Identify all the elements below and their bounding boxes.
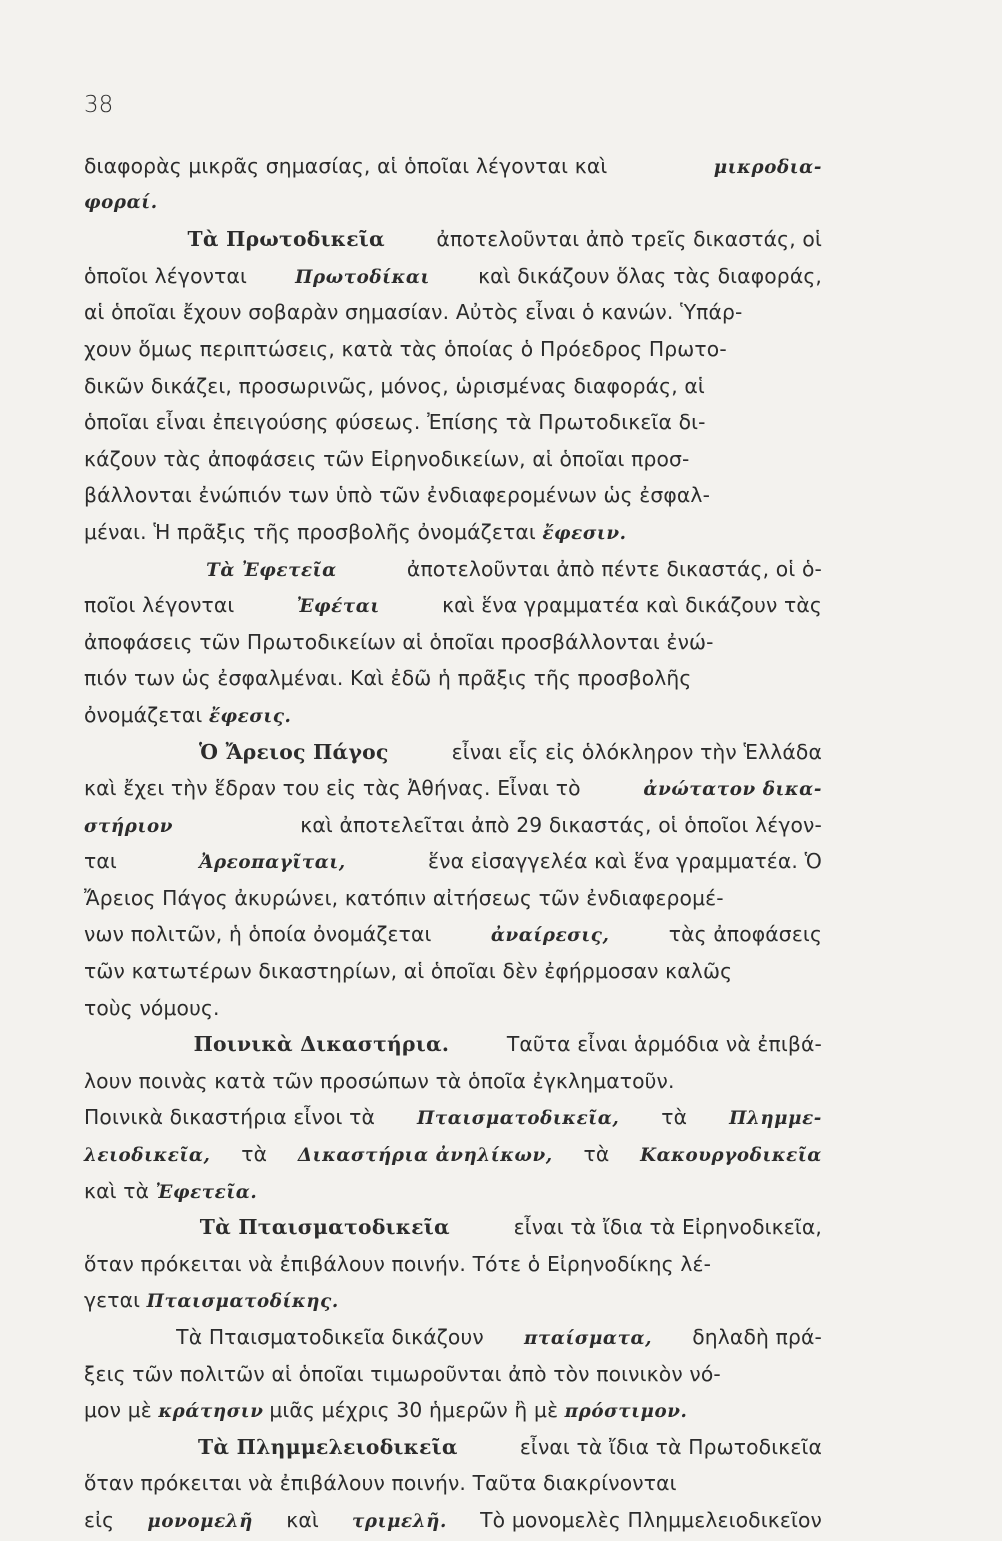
text-segment: νων πολιτῶν, ἡ ὁποία ὀνομάζεται bbox=[84, 922, 432, 947]
text-segment: Τὸ μονομελὲς Πλημμελειοδικεῖον bbox=[480, 1507, 822, 1532]
text-segment: αἱ ὁποῖαι ἔχουν σοβαρὰν σημασίαν. Αὐτὸς εἶναι ὁ κανών. Ὑπάρ- bbox=[84, 300, 743, 325]
text-segment: τὰ bbox=[241, 1142, 268, 1167]
italic-term: Ἀρεοπαγῖται, bbox=[199, 852, 346, 874]
italic-term: ἀνώτατον δικα- bbox=[643, 779, 822, 801]
page-number: 38 bbox=[84, 92, 114, 118]
text-line bbox=[84, 1209, 822, 1246]
text-line bbox=[84, 368, 822, 405]
text-segment: ται bbox=[84, 849, 117, 874]
text-line bbox=[84, 1465, 822, 1502]
text-segment: ποῖοι λέγονται bbox=[84, 593, 235, 618]
italic-term: πρόστιμον. bbox=[564, 1401, 688, 1423]
text-segment: εἶναι τὰ ἴδια τὰ Εἰρηνοδικεῖα, bbox=[513, 1215, 822, 1240]
text-line bbox=[84, 1173, 822, 1210]
italic-term: ἀναίρεσις, bbox=[490, 925, 610, 947]
text-line bbox=[84, 697, 822, 734]
text-line bbox=[84, 148, 822, 185]
text-segment: ἀποφάσεις τῶν Πρωτοδικείων αἱ ὁποῖαι προσβάλλονται ἐνώ- bbox=[84, 629, 714, 654]
text-line bbox=[84, 916, 822, 953]
text-segment: τὰς ἀποφάσεις bbox=[668, 922, 822, 947]
text-segment: ἕνα εἰσαγγελέα καὶ ἕνα γραμματέα. Ὁ bbox=[428, 849, 822, 874]
italic-term: κράτησιν bbox=[158, 1401, 264, 1423]
text-segment: καὶ ἔχει τὴν ἕδραν του εἰς τὰς Ἀθήνας. Εἶναι τὸ bbox=[84, 776, 581, 801]
text-line bbox=[84, 807, 822, 844]
text-line bbox=[84, 734, 822, 771]
text-segment: τοὺς νόμους. bbox=[84, 995, 220, 1020]
italic-term: Κακουργοδικεῖα bbox=[640, 1145, 822, 1167]
text-segment: τῶν κατωτέρων δικαστηρίων, αἱ ὁποῖαι δὲν ἐφήρμοσαν καλῶς bbox=[84, 959, 733, 984]
italic-term: πταίσματα, bbox=[524, 1328, 653, 1349]
text-line bbox=[84, 1392, 822, 1429]
text-segment: ὀνομάζεται bbox=[84, 702, 203, 727]
text-line bbox=[84, 1356, 822, 1393]
text-line bbox=[84, 551, 822, 588]
text-segment: ὅταν πρόκειται νὰ ἐπιβάλουν ποινήν. Ταῦτα διακρίνονται bbox=[84, 1471, 677, 1496]
text-segment: τὰ bbox=[583, 1142, 610, 1167]
bold-heading-term: Τὰ Πταισματοδικεῖα bbox=[199, 1215, 450, 1240]
text-segment: Τὰ Πταισματοδικεῖα δικάζουν bbox=[176, 1325, 484, 1349]
text-segment: μον μὲ bbox=[84, 1398, 152, 1423]
text-line bbox=[84, 660, 822, 697]
text-line bbox=[84, 1136, 822, 1173]
italic-term: Πταισματοδικεῖα, bbox=[417, 1108, 620, 1130]
text-segment: βάλλονται ἐνώπιόν των ὑπὸ τῶν ἐνδιαφερομένων ὡς ἐσφαλ- bbox=[84, 483, 711, 508]
text-segment: γεται bbox=[84, 1288, 141, 1313]
text-segment: διαφορὰς μικρᾶς σημασίας, αἱ ὁποῖαι λέγονται καὶ bbox=[84, 154, 608, 178]
text-line bbox=[84, 441, 822, 478]
text-segment: καὶ ἕνα γραμματέα καὶ δικάζουν τὰς bbox=[442, 593, 822, 618]
bold-heading-term: Ὁ Ἄρειος Πάγος bbox=[198, 739, 389, 764]
text-line bbox=[84, 221, 822, 258]
text-line bbox=[84, 1099, 822, 1136]
text-segment: Ἄρειος Πάγος ἀκυρώνει, κατόπιν αἰτήσεως τῶν ἐνδιαφερομέ- bbox=[84, 885, 724, 910]
text-segment: μιᾶς μέχρις 30 ἡμερῶν ἢ μὲ bbox=[269, 1398, 559, 1423]
text-segment: καὶ τὰ bbox=[84, 1178, 150, 1203]
text-segment: δηλαδὴ πρά- bbox=[692, 1325, 822, 1349]
text-segment: τὰ bbox=[661, 1105, 688, 1130]
text-line bbox=[84, 514, 822, 551]
text-segment: Ποινικὰ δικαστήρια εἶνοι τὰ bbox=[84, 1105, 376, 1130]
text-line bbox=[84, 1319, 822, 1356]
italic-term: Πρωτοδίκαι bbox=[295, 266, 430, 288]
italic-term: Ἐφέται bbox=[296, 596, 380, 618]
italic-term: ἔφεσιν. bbox=[542, 522, 627, 544]
text-segment: εἶναι εἷς εἰς ὁλόκληρον τὴν Ἑλλάδα bbox=[451, 739, 822, 764]
text-line bbox=[84, 294, 822, 331]
text-segment: χουν ὅμως περιπτώσεις, κατὰ τὰς ὁποίας ὁ Πρόεδρος Πρωτο- bbox=[84, 336, 727, 361]
text-segment: καὶ bbox=[286, 1507, 319, 1532]
text-line bbox=[84, 990, 822, 1027]
text-line bbox=[84, 624, 822, 661]
italic-term: λειοδικεῖα, bbox=[84, 1145, 211, 1167]
text-segment: ὅταν πρόκειται νὰ ἐπιβάλουν ποινήν. Τότε ὁ Εἰρηνοδίκης λέ- bbox=[84, 1251, 712, 1276]
text-segment: πιόν των ὡς ἐσφαλμέναι. Καὶ ἐδῶ ἡ πρᾶξις τῆς προσβολῆς bbox=[84, 666, 692, 691]
bold-heading-term: Τὰ Πλημμελειοδικεῖα bbox=[198, 1434, 458, 1459]
italic-term: μονομελῆ bbox=[147, 1510, 254, 1532]
text-line bbox=[84, 1063, 822, 1100]
italic-term: Δικαστήρια ἀνηλίκων, bbox=[297, 1145, 553, 1167]
text-segment: ἀποτελοῦνται ἀπὸ τρεῖς δικαστάς, οἱ bbox=[436, 227, 822, 252]
text-line bbox=[84, 1502, 822, 1539]
text-line bbox=[84, 1282, 822, 1319]
italic-term: Πλημμε- bbox=[729, 1108, 822, 1130]
text-segment: εἶναι τὰ ἴδια τὰ Πρωτοδικεῖα bbox=[519, 1434, 822, 1459]
italic-term: μικροδια- bbox=[713, 157, 822, 178]
text-segment: ὁποῖοι λέγονται bbox=[84, 263, 248, 288]
text-line bbox=[84, 953, 822, 990]
text-line bbox=[84, 843, 822, 880]
text-line bbox=[84, 258, 822, 295]
italic-term: Τὰ Ἐφετεῖα bbox=[206, 559, 337, 581]
body-text bbox=[84, 148, 822, 1539]
text-segment: Ταῦτα εἶναι ἁρμόδια νὰ ἐπιβά- bbox=[506, 1032, 822, 1057]
bold-heading-term: Ποινικὰ Δικαστήρια. bbox=[193, 1032, 450, 1057]
text-line bbox=[84, 477, 822, 514]
text-line bbox=[84, 1026, 822, 1063]
italic-term: φοραί. bbox=[84, 191, 158, 213]
text-segment: ἀποτελοῦνται ἀπὸ πέντε δικαστάς, οἱ ὁ- bbox=[406, 556, 822, 581]
text-segment: δικῶν δικάζει, προσωρινῶς, μόνος, ὡρισμένας διαφοράς, αἱ bbox=[84, 373, 705, 398]
italic-term: τριμελῆ. bbox=[352, 1510, 447, 1532]
italic-term: στήριον bbox=[84, 815, 174, 837]
text-line bbox=[84, 1429, 822, 1466]
italic-term: Ἐφετεῖα. bbox=[155, 1181, 258, 1203]
bold-heading-term: Τὰ Πρωτοδικεῖα bbox=[187, 227, 385, 252]
text-line bbox=[84, 1246, 822, 1283]
text-line bbox=[84, 880, 822, 917]
text-line bbox=[84, 331, 822, 368]
text-segment: ξεις τῶν πολιτῶν αἱ ὁποῖαι τιμωροῦνται ἀπὸ τὸν ποινικὸν νό- bbox=[84, 1361, 721, 1386]
text-line bbox=[84, 185, 822, 222]
text-segment: καὶ ἀποτελεῖται ἀπὸ 29 δικαστάς, οἱ ὁποῖοι λέγον- bbox=[300, 812, 822, 837]
text-segment: κάζουν τὰς ἀποφάσεις τῶν Εἰρηνοδικείων, αἱ ὁποῖαι προσ- bbox=[84, 446, 690, 471]
text-line bbox=[84, 770, 822, 807]
text-segment: καὶ δικάζουν ὅλας τὰς διαφοράς, bbox=[478, 263, 822, 288]
text-line bbox=[84, 404, 822, 441]
text-segment: ὁποῖαι εἶναι ἐπειγούσης φύσεως. Ἐπίσης τὰ Πρωτοδικεῖα δι- bbox=[84, 410, 706, 435]
italic-term: ἔφεσις. bbox=[208, 705, 292, 727]
text-segment: μέναι. Ἡ πρᾶξις τῆς προσβολῆς ὀνομάζεται bbox=[84, 519, 536, 544]
text-segment: λουν ποινὰς κατὰ τῶν προσώπων τὰ ὁποῖα ἐγκληματοῦν. bbox=[84, 1068, 675, 1093]
text-segment: εἰς bbox=[84, 1507, 115, 1532]
italic-term: Πταισματοδίκης. bbox=[146, 1291, 339, 1313]
text-line bbox=[84, 587, 822, 624]
